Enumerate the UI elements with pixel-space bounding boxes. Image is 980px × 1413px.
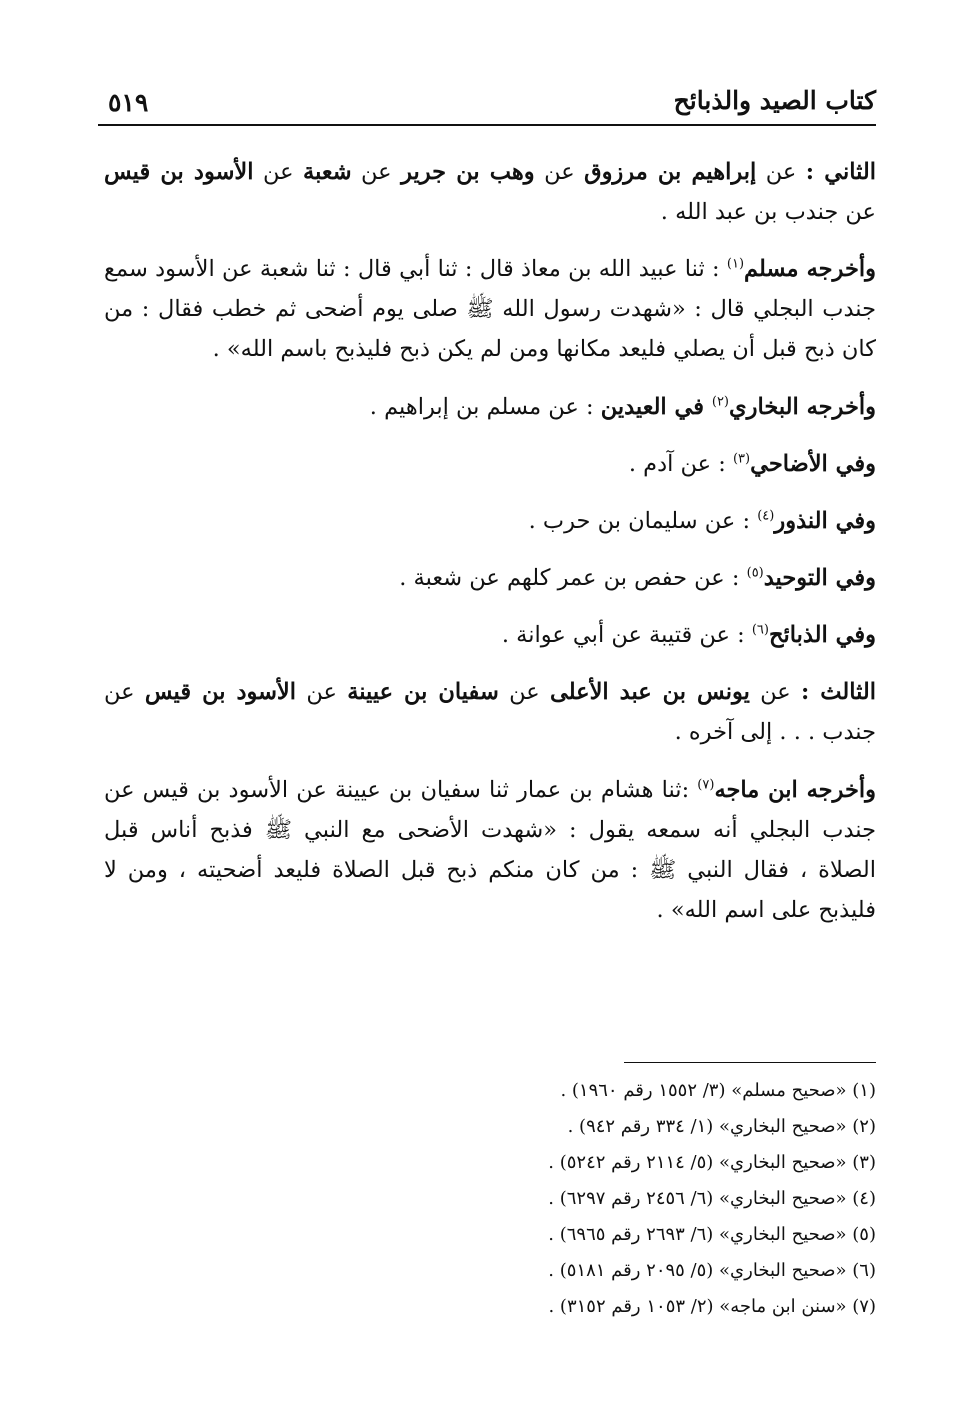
footnote-ref: (٧) [697,777,715,793]
narrator-name: الأسود بن قيس [104,159,254,185]
paragraph-lead: وفي الذبائح [768,622,876,648]
text-span: عن [756,159,806,185]
narrator-name: إبراهيم بن مرزوق [584,159,757,185]
paragraph-lead: الثالث : [801,679,877,705]
paragraph-text: : عن حفص بن عمر كلهم عن شعبة . [399,565,747,591]
paragraph-second-chain [104,152,876,232]
paragraph-lead: وأخرجه البخاري [729,394,876,420]
footnotes [276,1076,876,1328]
paragraph-lead: وفي التوحيد [763,565,876,591]
text-span: عن [534,159,585,185]
paragraph-lead: وأخرجه ابن ماجه [714,777,876,803]
paragraph-text: : ثنا عبيد الله بن معاذ قال : ثنا أبي قال : ثنا شعبة عن الأسود سمع جندب البجلي قال : «شهدت رسول الله ﷺ صلى يوم أضحى ثم خطب فقال : من كان ذبح قبل أن يصلي فليعد مكانها ومن لم يكن ذبح فليذبح باسم الله» . [104,256,876,362]
footnote-5: (٥) «صحيح البخاري» (٦/ ٢٦٩٣ رقم ٦٩٦٥) . [548,1224,876,1245]
paragraph-muslim [104,249,876,369]
paragraph-lead: وفي النذور [774,508,876,534]
narrator-name: شعبة [303,159,352,185]
footnote-ref: (٦) [751,622,769,638]
paragraph-nudhur [104,501,876,541]
paragraph-text: : عن مسلم بن إبراهيم . [369,394,601,420]
paragraph-lead: وفي الأضاحي [750,451,876,477]
running-title: كتاب الصيد والذبائح [673,86,876,115]
footnote-ref: (٣) [732,451,751,467]
text-span: عن [253,159,304,185]
footnote-ref: (٢) [711,394,729,410]
narrator-name: وهب بن جرير [401,159,535,185]
paragraph-text: : عن قتيبة عن أبي عوانة . [501,622,752,648]
footnote-ref: (٥) [746,565,764,581]
paragraph-tawhid [104,558,876,598]
paragraph-bukhari [104,387,876,427]
main-text [104,152,876,948]
footnote-7: (٧) «سنن ابن ماجه» (٢/ ١٠٥٣ رقم ٣١٥٢) . [548,1296,876,1317]
narrator-name: الأسود بن قيس [144,679,297,705]
footnote-6: (٦) «صحيح البخاري» (٥/ ٢٠٩٥ رقم ٥١٨١) . [548,1260,876,1281]
footnote-ref: (١) [726,256,745,272]
page-number: ٥١٩ [108,88,149,117]
footnote-2: (٢) «صحيح البخاري» (١/ ٣٣٤ رقم ٩٤٢) . [567,1116,876,1137]
text-span: عن [498,679,550,705]
text-span: عن [351,159,402,185]
text-span: عن جندب . . . إلى آخره . [104,679,876,745]
text-span: عن [296,679,348,705]
footnote-divider [624,1062,876,1063]
paragraph-text: : عن سليمان بن حرب . [528,508,758,534]
text-span: عن [749,679,802,705]
footnote-1: (١) «صحيح مسلم» (٣/ ١٥٥٢ رقم ١٩٦٠) . [560,1080,876,1101]
paragraph-lead: الثاني : [805,159,877,185]
paragraph-lead-2: في العيدين [600,394,712,420]
footnote-3: (٣) «صحيح البخاري» (٥/ ٢١١٤ رقم ٥٢٤٢) . [548,1152,876,1173]
paragraph-text: :ثنا هشام بن عمار ثنا سفيان بن عيينة عن الأسود بن قيس عن جندب البجلي أنه سمعه يقول : «شهدت الأضحى مع النبي ﷺ فذبح أناس قبل الصلاة ، فقال النبي ﷺ : من كان منكم ذبح قبل الصلاة فليعد أضحيته ، ومن لا فليذبح على اسم الله» . [104,777,876,923]
page-header [98,84,876,126]
paragraph-adahi [104,444,876,484]
paragraph-third-chain [104,672,876,752]
text-span: عن جندب بن عبد الله . [660,199,876,225]
narrator-name: سفيان بن عيينة [347,679,499,705]
paragraph-ibn-majah [104,770,876,930]
paragraph-lead: وأخرجه مسلم [744,256,876,282]
footnote-ref: (٤) [757,508,775,524]
footnote-4: (٤) «صحيح البخاري» (٦/ ٢٤٥٦ رقم ٦٢٩٧) . [548,1188,876,1209]
paragraph-text: : عن آدم . [628,451,733,477]
paragraph-dhabaih [104,615,876,655]
narrator-name: يونس بن عبد الأعلى [549,679,750,705]
